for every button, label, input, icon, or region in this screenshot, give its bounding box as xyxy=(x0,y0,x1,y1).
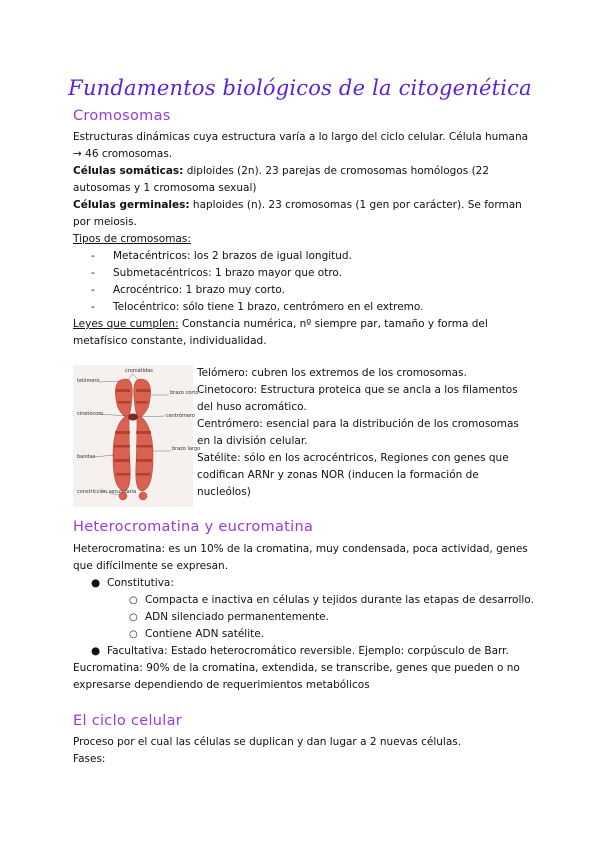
satelite-text: Satélite: sólo en los acrocéntricos, Regiones con genes que codifican ARNr y zonas NOR (inducen la formación de nucleólos) xyxy=(197,452,509,498)
label-constriccion: constricción secundaria xyxy=(77,489,137,495)
bullet-facultativa xyxy=(91,643,509,660)
dash-icon: - xyxy=(91,267,95,279)
tipo-text: Acrocéntrico: 1 brazo muy corto. xyxy=(113,284,285,296)
fases-label: Fases: xyxy=(73,753,106,765)
sub-item-text: Compacta e inactiva en células y tejidos durante las etapas de desarrollo. xyxy=(145,594,534,606)
sub-item xyxy=(129,626,264,643)
ciclo-intro: Proceso por el cual las células se duplican y dan lugar a 2 nuevas células. xyxy=(73,736,462,748)
circle-icon: ○ xyxy=(129,629,138,640)
dash-icon: - xyxy=(91,301,95,313)
cromosomas-intro: Estructuras dinámicas cuya estructura varía a lo largo del ciclo celular. Célula humana → 46 cromosomas. xyxy=(73,131,529,160)
figure-description xyxy=(197,365,527,501)
sub-item-text: ADN silenciado permanentemente. xyxy=(145,611,329,623)
somaticas-label: Células somáticas: xyxy=(73,165,184,177)
tipos-label: Tipos de cromosomas: xyxy=(73,233,191,245)
tipo-text: Metacéntricos: los 2 brazos de igual longitud. xyxy=(113,250,352,262)
eucromatina-paragraph: Eucromatina: 90% de la cromatina, extendida, se transcribe, genes que pueden o no expresarse dependiendo de requerimientos metabólicos xyxy=(73,662,520,691)
dash-icon: - xyxy=(91,250,95,262)
bullet-constitutiva xyxy=(91,575,174,592)
leyes-text: Constancia numérica, nº siempre par, tamaño y forma del metafísico constante, individualidad. xyxy=(73,318,488,347)
leyes-label: Leyes que cumplen: xyxy=(73,318,179,330)
germinales-text: haploides (n). 23 cromosomas (1 gen por carácter). Se forman por meiosis. xyxy=(73,199,522,228)
telomero-text: Telómero: cubren los extremos de los cromosomas. xyxy=(197,367,467,379)
page-title: Fundamentos biológicos de la citogenética xyxy=(68,76,532,100)
circle-icon: ○ xyxy=(129,595,138,606)
heterocromatina-intro: Heterocromatina: es un 10% de la cromatina, muy condensada, poca actividad, genes que difícilmente se expresan. xyxy=(73,543,528,572)
germinales-label: Células germinales: xyxy=(73,199,190,211)
label-cinetocoro: cinetocoro xyxy=(77,411,104,417)
label-cromatidas: cromátidas xyxy=(125,368,153,374)
constitutiva-label: Constitutiva: xyxy=(107,577,174,589)
tipo-text: Telocéntrico: sólo tiene 1 brazo, centrómero en el extremo. xyxy=(113,301,424,313)
label-telomero: telómero xyxy=(77,378,100,384)
bullet-icon: ● xyxy=(91,577,101,589)
sub-item xyxy=(129,592,534,609)
heading-cromosomas: Cromosomas xyxy=(73,108,171,124)
germinales-paragraph xyxy=(73,197,533,231)
label-centromero: centrómero xyxy=(166,413,195,419)
heading-heterocromatina: Heterocromatina y eucromatina xyxy=(73,519,314,535)
somaticas-text: diploides (2n). 23 parejas de cromosomas homólogos (22 autosomas y 1 cromosoma sexual) xyxy=(73,165,490,194)
sub-item-text: Contiene ADN satélite. xyxy=(145,628,265,640)
dash-icon: - xyxy=(91,284,95,296)
cinetocoro-text: Cinetocoro: Estructura proteica que se ancla a los filamentos del huso acromático. xyxy=(197,384,518,413)
chromosome-diagram xyxy=(73,365,201,507)
facultativa-text: Facultativa: Estado heterocromático reversible. Ejemplo: corpúsculo de Barr. xyxy=(107,645,509,657)
bullet-icon: ● xyxy=(91,645,101,657)
label-bandas: bandas xyxy=(77,454,96,460)
label-brazo-largo: brazo largo xyxy=(172,446,201,452)
circle-icon: ○ xyxy=(129,612,138,623)
somaticas-paragraph xyxy=(73,163,533,197)
leyes-paragraph xyxy=(73,316,533,350)
centromero-text: Centrómero: esencial para la distribución de los cromosomas en la división celular. xyxy=(197,418,519,447)
tipo-text: Submetacéntricos: 1 brazo mayor que otro. xyxy=(113,267,342,279)
heading-ciclo-celular: El ciclo celular xyxy=(73,713,183,729)
chromosome-figure xyxy=(73,365,201,507)
sub-item xyxy=(129,609,329,626)
label-brazo-corto: brazo corto xyxy=(170,390,199,396)
